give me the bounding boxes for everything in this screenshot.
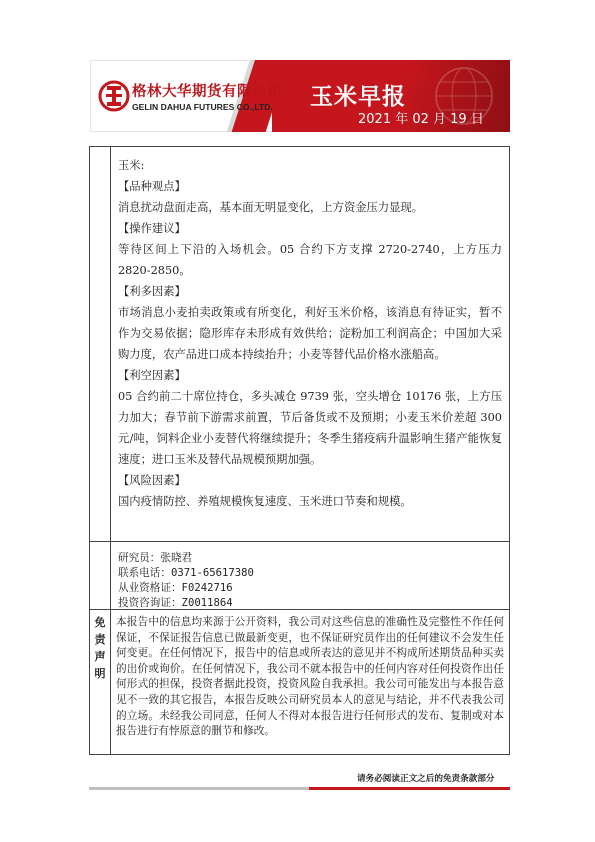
product-name: 玉米: <box>118 159 145 172</box>
footer-rule-red <box>309 787 510 790</box>
report-title: 玉米早报 <box>310 84 406 110</box>
researcher-license: 从业资格证：F0242716 <box>118 582 233 594</box>
section-text-view: 消息扰动盘面走高，基本面无明显变化，上方资金压力显现。 <box>118 201 424 214</box>
researcher-phone: 联系电话：0371-65617380 <box>118 567 254 579</box>
disclaimer-label-char: 责 <box>94 633 106 646</box>
section-heading-bullish: 【利多因素】 <box>118 285 186 298</box>
section-text-bullish: 市场消息小麦拍卖政策或有所变化，利好玉米价格，该消息有待证实，暂不作为交易依据；隐形库存未形成有效供给；淀粉加工利润高企；中国加大采购力度，农产品进口成本持续抬升；小麦等替代品价格水涨船高。 <box>118 306 502 361</box>
disclaimer-label <box>90 614 110 682</box>
researcher-advisory-license: 投资咨询证：Z0011864 <box>118 597 233 609</box>
section-text-advice: 等待区间上下沿的入场机会。05 合约下方支撑 2720-2740，上方压力 2820-2850。 <box>118 243 502 277</box>
footer-note: 请务必阅读正文之后的免责条款部分 <box>357 774 495 784</box>
company-logo-icon <box>98 78 130 114</box>
disclaimer-label-char: 明 <box>94 667 106 680</box>
section-heading-bearish: 【利空因素】 <box>118 369 186 382</box>
section-text-risk: 国内疫情防控、养殖规模恢复速度、玉米进口节奏和规模。 <box>118 495 412 508</box>
section-text-bearish: 05 合约前二十席位持仓，多头减仓 9739 张，空头增仓 10176 张，上方压力加大；春节前下游需求前置，节后备货或不及预期；小麦玉米价差超 300 元/吨，饲料企业小麦替代将继续提升；冬季生猪疫病升温影响生猪产能恢复速度；进口玉米及替代品规模预期加强。 <box>118 390 502 466</box>
report-table <box>89 146 510 755</box>
footer-rule-grey <box>89 787 309 790</box>
disclaimer-label-char: 免 <box>94 616 106 629</box>
table-row-divider <box>90 541 509 542</box>
disclaimer-label-char: 声 <box>94 650 106 663</box>
table-column-divider <box>110 147 111 754</box>
report-banner <box>90 60 510 132</box>
report-date: 2021 年 02 月 19 日 <box>358 112 484 127</box>
report-content <box>118 155 502 512</box>
company-name-en: GELIN DAHUA FUTURES CO.,LTD. <box>132 102 273 112</box>
section-heading-risk: 【风险因素】 <box>118 474 186 487</box>
company-name-cn: 格林大华期货有限公司 <box>132 84 282 100</box>
disclaimer-text: 本报告中的信息均来源于公开资料，我公司对这些信息的准确性及完整性不作任何保证，不保证报告信息已做最新变更，也不保证研究员作出的任何建议不会发生任何变更。在任何情况下，报告中的信息或所表达的意见并不构成所述期货品种买卖的出价或询价。在任何情况下，我公司不就本报告中的任何内容对任何投资作出任何形式的担保，投资者据此投资，投资风险自我承担。我公司可能发出与本报告意见不一致的其它报告，本报告反映公司研究员本人的意见与结论，并不代表我公司的立场。未经我公司同意，任何人不得对本报告进行任何形式的发布、复制或对本报告进行有悖原意的删节和修改。 <box>116 616 504 738</box>
section-heading-advice: 【操作建议】 <box>118 222 186 235</box>
researcher-info <box>118 551 502 611</box>
researcher-name: 研究员：张晓君 <box>118 552 193 564</box>
section-heading-view: 【品种观点】 <box>118 180 186 193</box>
